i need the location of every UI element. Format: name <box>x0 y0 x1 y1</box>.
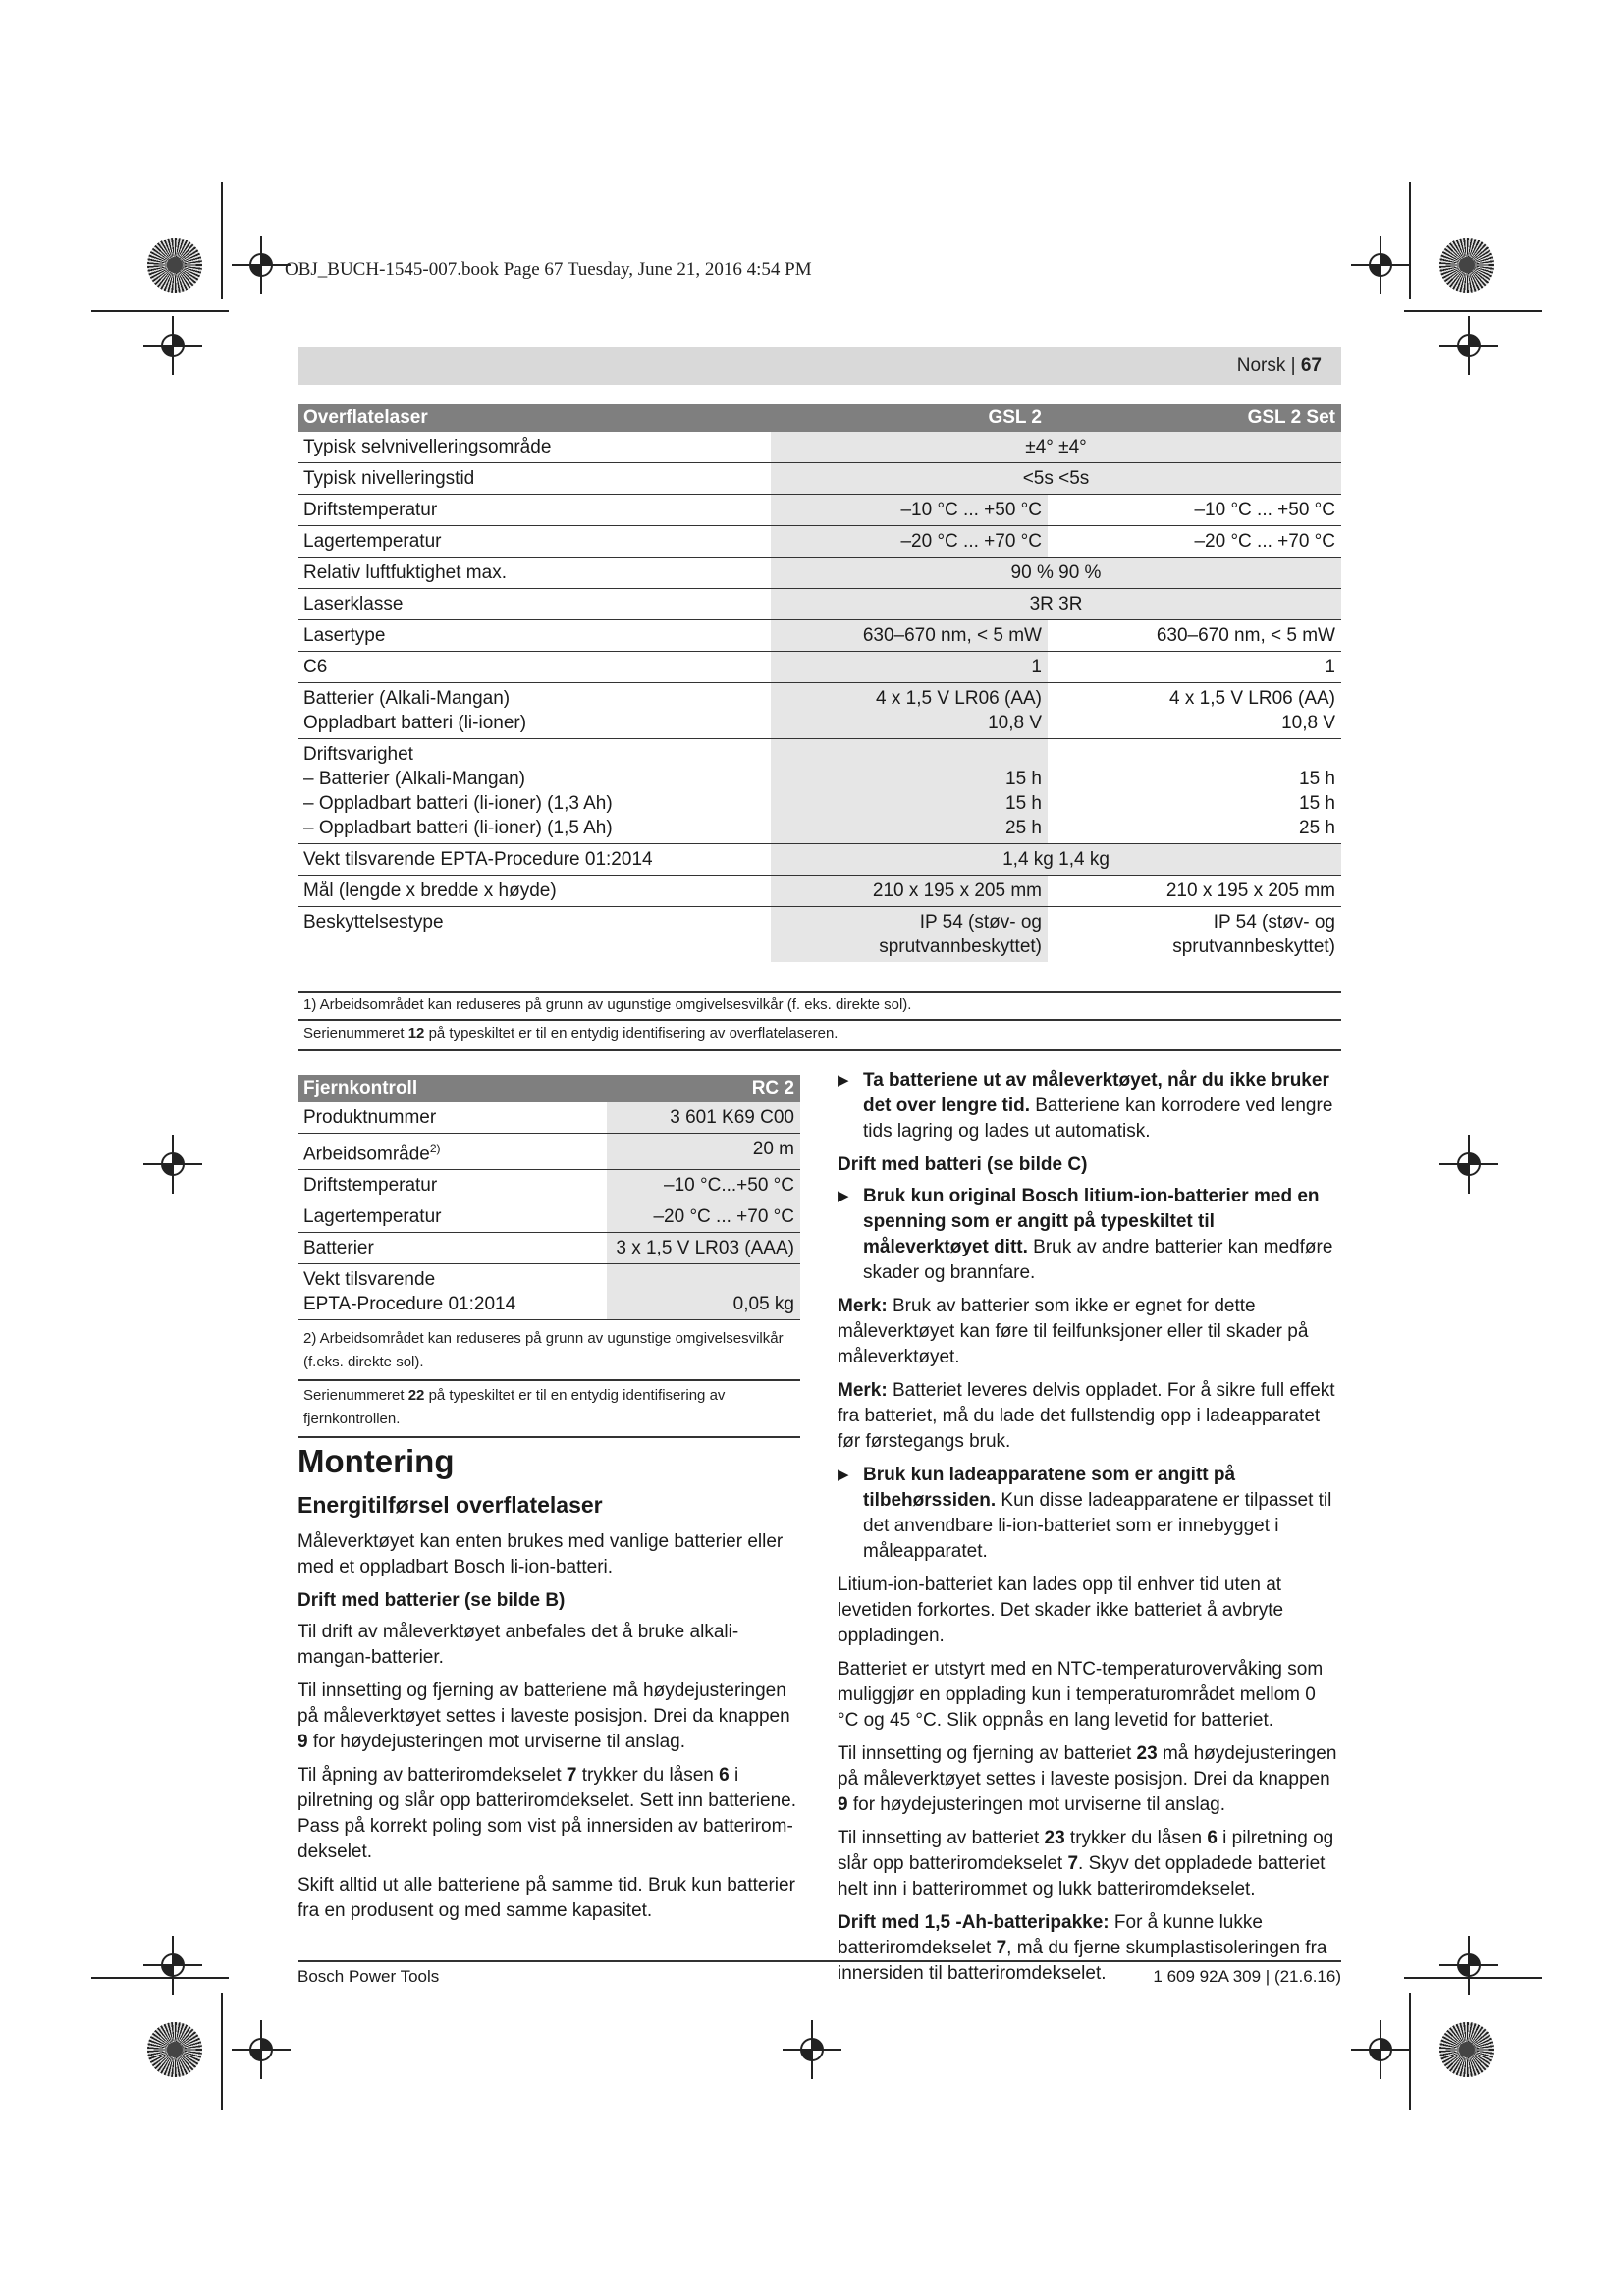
color-wheel-icon <box>147 238 202 293</box>
page-header: Norsk | 67 <box>298 347 1341 385</box>
paragraph: Batteriet er utstyrt med en NTC-temperaturovervåking som muliggjør en opplading kun i temperaturområdet mellom 0 °C og 45 °C. Slik oppnås en lang levetid for batteriet. <box>838 1659 1324 1731</box>
remote-table-header <box>298 1075 800 1102</box>
table-row: Batterier 3 x 1,5 V LR03 (AAA) <box>298 1233 800 1264</box>
subsection-title: Energitilførsel overflatelaser <box>298 1492 603 1518</box>
right-column <box>838 1068 1341 1995</box>
paragraph: Til innsetting av batteriet 23 trykker du låsen 6 i pilretning og slår opp batteriromdekselet 7. Skyv det oppladede batteriet helt inn i batterirommet og lukk batteriromdekselet. <box>838 1828 1334 1899</box>
page-number: 67 <box>1300 355 1322 376</box>
remote-serial-note: Serienummeret 22 på typeskiltet er til en entydig identifisering av fjernkontrollen. <box>303 1387 726 1427</box>
registration-mark-icon <box>783 2020 841 2079</box>
subheading: Drift med batteri (se bilde C) <box>838 1154 1088 1175</box>
registration-mark-icon <box>1351 236 1410 294</box>
table-row: Driftsvarighet – Batterier (Alkali-Mangan) – Oppladbart batteri (li-ioner) (1,3 Ah) – Oppladbart batteri (li-ioner) (1,5 Ah) 15 h 15 h 25 h 15 h 15 h 25 h <box>298 739 1341 844</box>
spec-serial-note: Serienummeret 12 på typeskiltet er til en entydig identifisering av overflatelaseren. <box>303 1025 839 1041</box>
footer-doc-number: 1 609 92A 309 | (21.6.16) <box>1153 1967 1341 1986</box>
warning-bullet: ▶ Bruk kun original Bosch litium-ion-batterier med en spenning som er angitt på typeskiltet til måleverktøyet ditt. Bruk av andre batterier kan medføre skader og brannfare. <box>838 1184 1341 1286</box>
spec-table-title: Overflatelaser <box>298 404 771 432</box>
remote-footnote: 2) Arbeidsområdet kan reduseres på grunn av ugunstige omgivelsesvilkår (f.eks. direkte sol). <box>303 1330 784 1370</box>
registration-mark-icon <box>232 2020 291 2079</box>
table-row: Lasertype 630–670 nm, < 5 mW 630–670 nm, < 5 mW <box>298 620 1341 652</box>
table-row: Arbeidsområde$^{2)}$ 20 m <box>298 1134 800 1170</box>
table-row: Typisk selvnivelleringsområde ±4° ±4° <box>298 432 1341 463</box>
paragraph: Drift med 1,5 -Ah-batteripakke: For å kunne lukke batteriromdekselet 7, må du fjerne skumplastisoleringen fra innersiden til batteriromdekselet. <box>838 1912 1327 1984</box>
book-info: OBJ_BUCH-1545-007.book Page 67 Tuesday, June 21, 2016 4:54 PM <box>285 259 812 280</box>
registration-mark-icon <box>1439 1135 1498 1194</box>
warning-bullet: ▶ Bruk kun ladeapparatene som er angitt på tilbehørssiden. Kun disse ladeapparatene er tilpasset til det anvendbare li-ion-batteriet som er innebygget i måleapparatet. <box>838 1463 1341 1565</box>
section-title: Montering <box>298 1443 455 1479</box>
table-row: Typisk nivelleringstid <5s <5s <box>298 463 1341 495</box>
spec-table-header <box>298 404 1341 432</box>
remote-col-rc2: RC 2 <box>607 1075 800 1102</box>
registration-mark-icon <box>143 1936 202 1995</box>
color-wheel-icon <box>1439 2022 1494 2077</box>
note: Merk: Bruk av batterier som ikke er egnet for dette måleverktøyet kan føre til feilfunksjoner eller til skader på måleverktøyet. <box>838 1296 1309 1367</box>
spec-table <box>298 404 1341 962</box>
footer-brand: Bosch Power Tools <box>298 1967 440 1986</box>
registration-mark-icon <box>143 316 202 375</box>
paragraph: Til drift av måleverktøyet anbefales det å bruke alkali-mangan-batterier. <box>298 1622 739 1668</box>
left-column <box>298 1443 800 1932</box>
table-row: Driftstemperatur –10 °C...+50 °C <box>298 1170 800 1201</box>
table-row: Lagertemperatur –20 °C ... +70 °C <box>298 1201 800 1233</box>
table-row: Laserklasse 3R 3R <box>298 589 1341 620</box>
paragraph: Til innsetting og fjerning av batteriet 23 må høydejusteringen på måleverktøyet settes i laveste posisjon. Drei da knappen 9 for høydejusteringen mot urviserne til anslag. <box>838 1743 1337 1815</box>
registration-mark-icon <box>232 236 291 294</box>
table-row: Driftstemperatur –10 °C ... +50 °C –10 °C ... +50 °C <box>298 495 1341 526</box>
remote-table <box>298 1075 800 1320</box>
registration-mark-icon <box>1439 316 1498 375</box>
paragraph: Til åpning av batteriromdekselet 7 trykker du låsen 6 i pilretning og slår opp batteriromdekselet. Sett inn batteriene. Pass på korrekt poling som vist på innersiden av batteriromdekselet. <box>298 1765 797 1862</box>
color-wheel-icon <box>1439 238 1494 293</box>
subheading: Drift med batterier (se bilde B) <box>298 1590 566 1611</box>
footer-rule <box>298 1960 1341 1962</box>
table-row: Mål (lengde x bredde x høyde) 210 x 195 x 205 mm 210 x 195 x 205 mm <box>298 876 1341 907</box>
registration-mark-icon <box>1351 2020 1410 2079</box>
table-row: Vekt tilsvarende EPTA-Procedure 01:2014 1,4 kg 1,4 kg <box>298 844 1341 876</box>
table-row: C6 1 1 <box>298 652 1341 683</box>
spec-col-gsl2: GSL 2 <box>771 404 1048 432</box>
registration-mark-icon <box>1439 1936 1498 1995</box>
table-row: Vekt tilsvarende EPTA-Procedure 01:2014 0,05 kg <box>298 1264 800 1320</box>
spec-footnote: 1) Arbeidsområdet kan reduseres på grunn av ugunstige omgivelsesvilkår (f. eks. direkte sol). <box>303 996 912 1013</box>
header-language: Norsk <box>1236 355 1286 376</box>
paragraph: Skift alltid ut alle batteriene på samme tid. Bruk kun batterier fra en produsent og med samme kapasitet. <box>298 1875 795 1921</box>
paragraph: Måleverktøyet kan enten brukes med vanlige batterier eller med et oppladbart Bosch li-ion-batteri. <box>298 1531 784 1577</box>
registration-mark-icon <box>143 1135 202 1194</box>
table-row: Lagertemperatur –20 °C ... +70 °C –20 °C ... +70 °C <box>298 526 1341 558</box>
table-row: Beskyttelsestype IP 54 (støv- og sprutvannbeskyttet) IP 54 (støv- og sprutvannbeskyttet) <box>298 907 1341 963</box>
table-row: Batterier (Alkali-Mangan) Oppladbart batteri (li-ioner) 4 x 1,5 V LR06 (AA) 10,8 V 4 x 1,5 V LR06 (AA) 10,8 V <box>298 683 1341 739</box>
color-wheel-icon <box>147 2022 202 2077</box>
paragraph: Til innsetting og fjerning av batteriene må høydejusteringen på måleverktøyet settes i laveste posisjon. Drei da knappen 9 for høydejusteringen mot urviserne til anslag. <box>298 1681 790 1752</box>
table-row: Relativ luftfuktighet max. 90 % 90 % <box>298 558 1341 589</box>
remote-table-title: Fjernkontroll <box>298 1075 607 1102</box>
table-row: Produktnummer 3 601 K69 C00 <box>298 1102 800 1134</box>
paragraph: Litium-ion-batteriet kan lades opp til enhver tid uten at levetiden forkortes. Det skader ikke batteriet å avbryte oppladingen. <box>838 1575 1284 1646</box>
warning-bullet: ▶ Ta batteriene ut av måleverktøyet, når du ikke bruker det over lengre tid. Batteriene kan korrodere ved lengre tids lagring og lades ut automatisk. <box>838 1068 1341 1145</box>
spec-col-gsl2set: GSL 2 Set <box>1048 404 1341 432</box>
note: Merk: Batteriet leveres delvis oppladet. For å sikre full effekt fra batteriet, må du lade det fullstendig opp i ladeapparatet før førstegangs bruk. <box>838 1380 1335 1452</box>
